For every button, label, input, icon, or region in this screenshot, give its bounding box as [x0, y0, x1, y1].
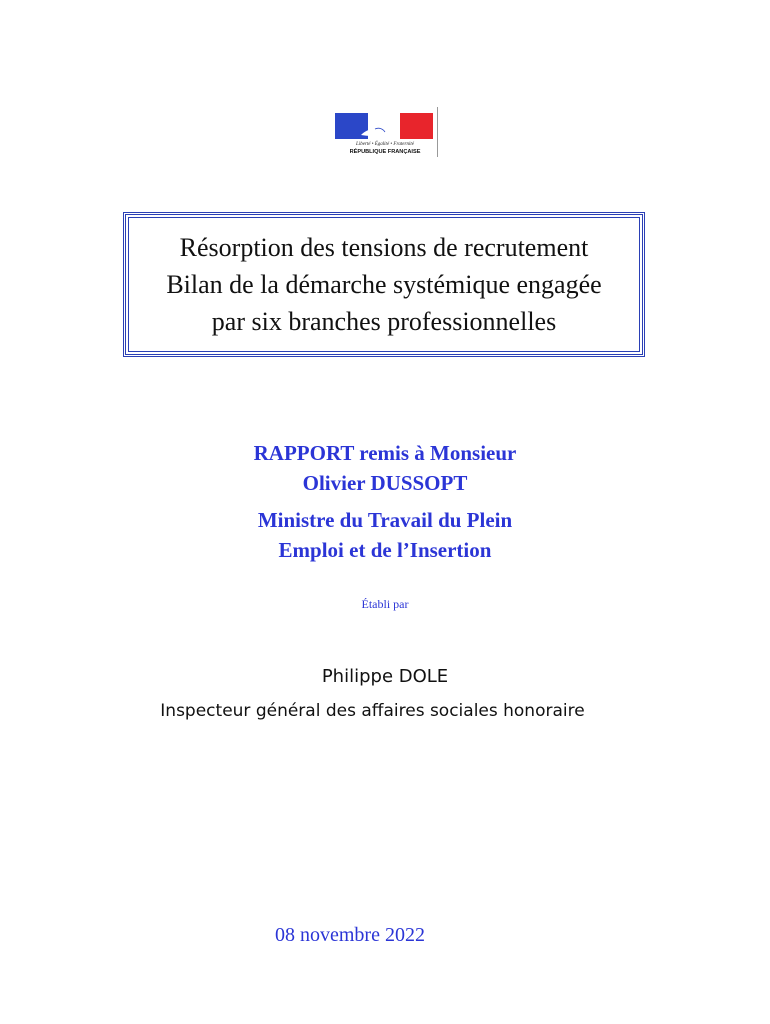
report-recipient-line-2: Olivier DUSSOPT	[302, 471, 468, 495]
report-recipient-line-1: RAPPORT remis à Monsieur	[253, 441, 517, 465]
republique-francaise-logo	[331, 107, 438, 157]
report-date: 08 novembre 2022	[275, 924, 425, 946]
author-name: Philippe DOLE	[321, 666, 449, 687]
minister-title-line-2: Emploi et de l’Insertion	[278, 538, 492, 562]
title-line-3: par six branches professionnelles	[211, 307, 557, 336]
report-title-box	[123, 212, 645, 357]
etabli-par-label: Établi par	[361, 597, 409, 611]
logo-motto: Liberté • Égalité • Fraternité	[356, 142, 414, 147]
author-role: Inspecteur général des affaires sociales honoraire	[160, 701, 585, 721]
report-recipient	[0, 438, 770, 498]
marianne-flag-icon	[331, 107, 437, 141]
report-minister-title	[0, 505, 770, 565]
title-line-1: Résorption des tensions de recrutement	[179, 233, 589, 262]
minister-title-line-1: Ministre du Travail du Plein	[257, 508, 513, 532]
logo-name: RÉPUBLIQUE FRANÇAISE	[349, 149, 421, 155]
title-line-2: Bilan de la démarche systémique engagée	[166, 270, 602, 299]
